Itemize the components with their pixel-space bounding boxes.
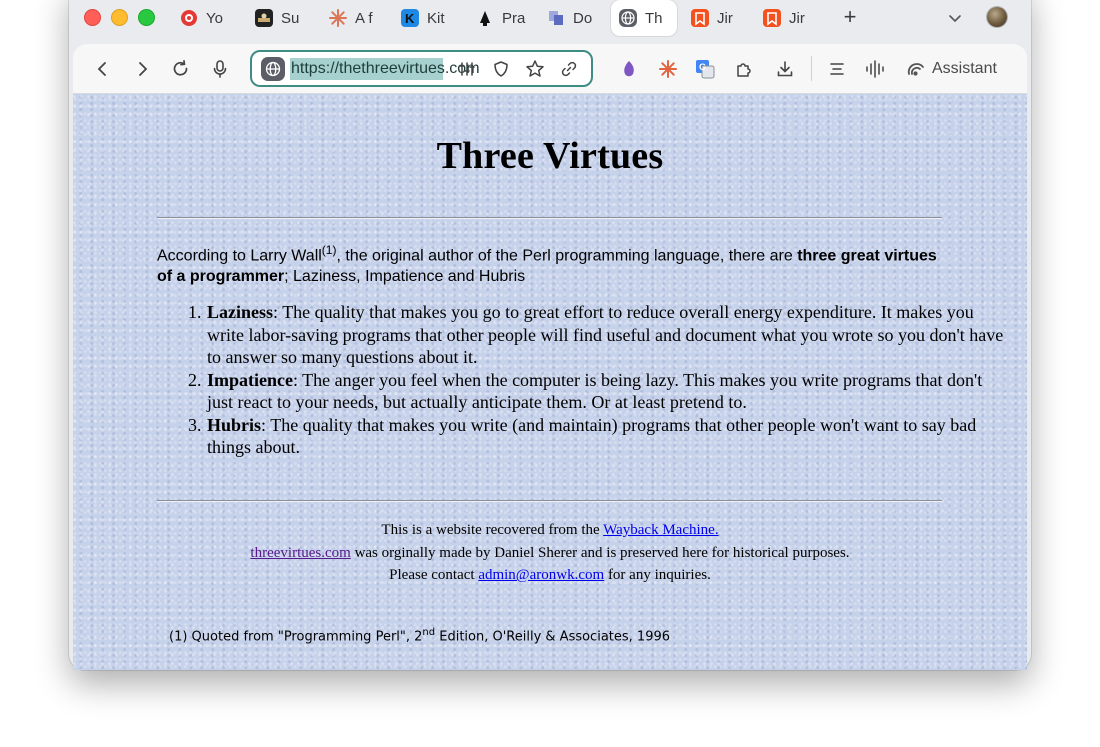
tab-title: Jir: [789, 9, 805, 27]
zoom-window-button[interactable]: [138, 9, 155, 26]
footer-line-3: [73, 564, 1027, 587]
intro-bold: three great virtues of a programmer: [157, 247, 937, 286]
footer-text: This is a website recovered from the: [381, 522, 604, 538]
virtue-description: : The quality that makes you write (and maintain) programs that other people won't want to say bad things about.: [207, 414, 977, 457]
download-icon[interactable]: [773, 57, 797, 81]
globe-icon: [619, 9, 637, 27]
tab-title: Su: [281, 9, 300, 27]
footnote-text: Edition, O'Reilly & Associates, 1996: [435, 629, 671, 645]
tab-jira-1[interactable]: [691, 0, 751, 36]
svg-text:G: G: [699, 62, 707, 72]
tab-strip: [69, 0, 1031, 38]
tab-kit[interactable]: [401, 0, 461, 36]
claude-extension-icon[interactable]: [656, 57, 680, 81]
chevron-down-icon[interactable]: [946, 9, 964, 27]
site-info-icon[interactable]: [261, 57, 285, 81]
virtue-name: Hubris: [207, 414, 262, 435]
list-item: [206, 369, 1006, 414]
top-divider: [157, 217, 942, 219]
microphone-icon[interactable]: [208, 57, 232, 81]
youtube-icon: [180, 9, 198, 27]
address-bar[interactable]: [250, 50, 593, 87]
footer-text: was orginally made by Daniel Sherer and is preserved here for historical purposes.: [350, 544, 850, 561]
threevirtues-link[interactable]: threevirtues.com: [250, 544, 351, 561]
virtue-description: : The anger you feel when the computer is being lazy. This makes you write programs that don't just react to your needs, but actually anticipate them. Or at least pretend to.: [207, 369, 983, 412]
tab-youtube[interactable]: [180, 0, 240, 36]
assistant-icon: [906, 59, 926, 79]
page-title: Three Virtues: [436, 135, 664, 177]
puzzle-icon[interactable]: [732, 57, 756, 81]
intro-prefix: According to Larry Wall: [157, 247, 322, 265]
shield-icon[interactable]: [490, 58, 512, 80]
tune-icon[interactable]: [456, 58, 478, 80]
voice-waveform-icon[interactable]: [863, 57, 887, 81]
footer-text: Please contact: [389, 567, 479, 583]
translate-icon[interactable]: [693, 57, 717, 81]
assistant-label: Assistant: [932, 60, 997, 77]
game-thumbnail-icon: [255, 9, 273, 27]
footer: [73, 519, 1027, 587]
bell-icon: [476, 9, 494, 27]
virtue-description: : The quality that makes you go to great effort to reduce overall energy expenditure. It makes you write labor-saving programs that other people will find useful and document what you wrote so you don't have to answer so many questions about it.: [207, 302, 1004, 367]
claude-icon: [329, 9, 347, 27]
svg-text:K: K: [405, 11, 415, 26]
footer-text: for any inquiries.: [604, 567, 711, 583]
tab-jira-2[interactable]: [763, 0, 823, 36]
star-icon[interactable]: [524, 58, 546, 80]
bookmark-icon: [691, 9, 709, 27]
url-text[interactable]: https://thethreevirtues.com: [290, 58, 443, 80]
reload-icon[interactable]: [169, 57, 193, 81]
tab-title: Kit: [427, 9, 445, 27]
contact-email-link[interactable]: admin@aronwk.com: [478, 567, 605, 583]
intro-paragraph: [157, 240, 942, 287]
virtue-name: Impatience: [207, 369, 293, 390]
k-logo-icon: [401, 9, 419, 27]
web-page: [73, 94, 1027, 670]
tab-claude[interactable]: [329, 0, 391, 36]
tab-pra[interactable]: [476, 0, 536, 36]
tab-title: Th: [645, 9, 663, 27]
footer-line-1: [73, 519, 1027, 542]
tab-su[interactable]: [255, 0, 315, 36]
forward-icon[interactable]: [130, 57, 154, 81]
browser-window: [69, 0, 1031, 670]
minimize-window-button[interactable]: [111, 9, 128, 26]
tab-title: Do: [573, 9, 593, 27]
close-window-button[interactable]: [84, 9, 101, 26]
tab-title: Pra: [502, 9, 526, 27]
link-icon[interactable]: [558, 58, 580, 80]
tab-title: Jir: [717, 9, 733, 27]
list-item: [206, 414, 1006, 459]
new-tab-button[interactable]: +: [843, 4, 857, 29]
tab-title: Yo: [206, 9, 223, 27]
footnote-reference: (1): [321, 243, 337, 257]
virtues-list: [157, 301, 1006, 459]
footnote-superscript: nd: [422, 627, 436, 638]
toolbar-divider: [811, 56, 812, 81]
wayback-machine-link[interactable]: Wayback Machine.: [603, 522, 719, 538]
list-item: [206, 301, 1006, 369]
bookmark-icon: [763, 9, 781, 27]
virtue-name: Laziness: [207, 302, 274, 322]
footnote-text: (1) Quoted from "Programming Perl", 2: [169, 629, 423, 645]
assistant-button[interactable]: [906, 56, 997, 82]
footer-line-2: [73, 542, 1027, 565]
tab-docs[interactable]: [547, 0, 609, 36]
extension-purple-icon[interactable]: [617, 57, 641, 81]
browser-toolbar: [73, 44, 1027, 94]
tab-three-virtues[interactable]: [611, 0, 677, 36]
back-icon[interactable]: [91, 57, 115, 81]
copy-icon: [547, 9, 565, 27]
bottom-divider: [157, 500, 942, 502]
tab-title: A f: [355, 9, 373, 27]
intro-middle: , the original author of the Perl programming language, there are: [336, 247, 798, 265]
intro-suffix: ; Laziness, Impatience and Hubris: [284, 268, 526, 286]
reading-list-icon[interactable]: [825, 57, 849, 81]
footnote: [169, 627, 670, 644]
profile-avatar[interactable]: [987, 7, 1007, 27]
